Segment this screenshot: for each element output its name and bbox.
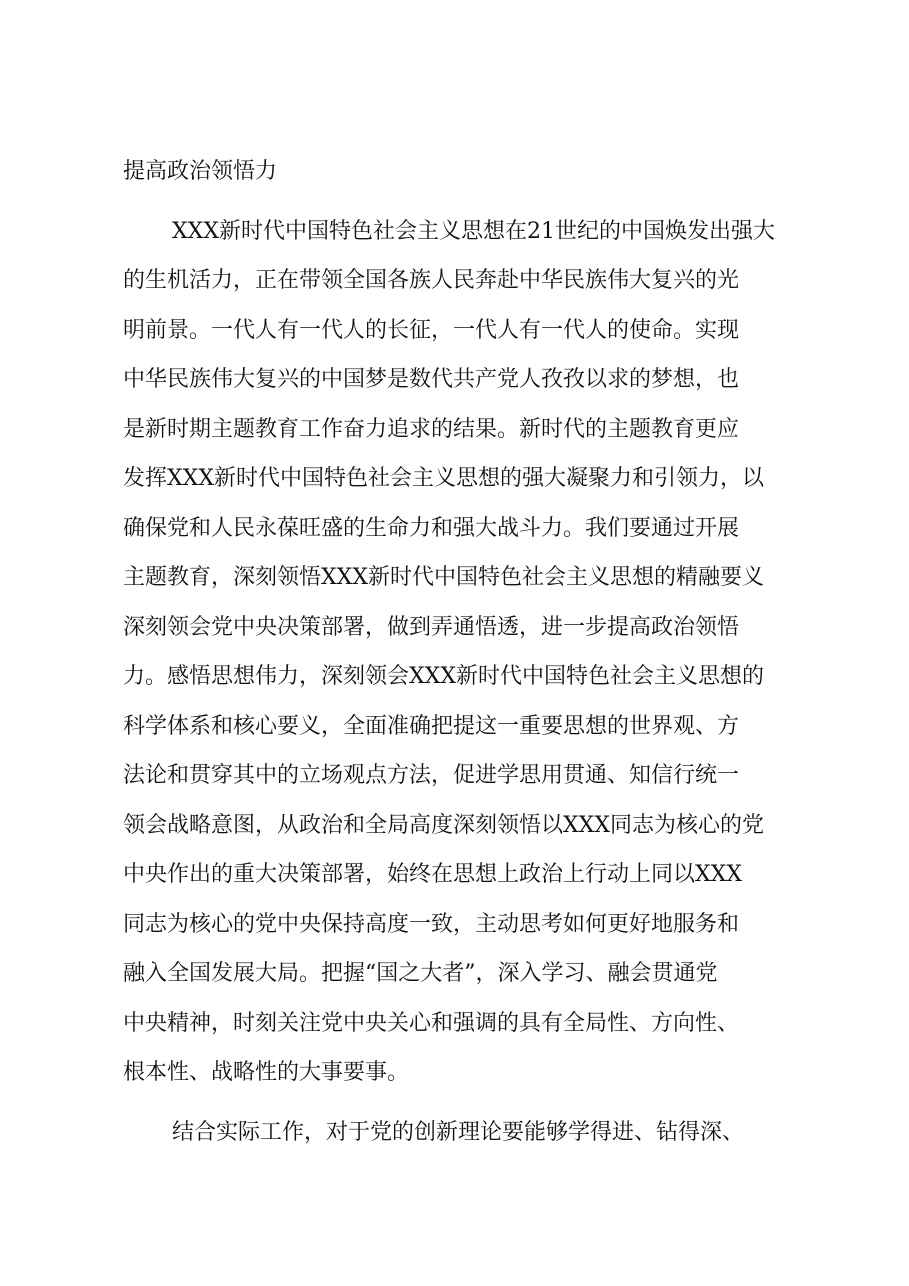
paragraph-line: 融入全国发展大局。把握“国之大者”，深入学习、融会贯通党 bbox=[123, 961, 718, 986]
paragraph-line: 科学体系和核心要义，全面准确把提这一重要思想的世界观、方 bbox=[123, 714, 740, 739]
paragraph-line: 主题教育，深刻领悟XXX新时代中国特色社会主义思想的精融要义 bbox=[123, 565, 764, 590]
paragraph-line: 领会战略意图，从政治和全局高度深刻领悟以XXX同志为核心的党 bbox=[123, 813, 764, 838]
paragraph-line: 法论和贯穿其中的立场观点方法，促进学思用贯通、知信行统一 bbox=[123, 763, 740, 788]
paragraph-line: 确保党和人民永葆旺盛的生命力和强大战斗力。我们要通过开展 bbox=[123, 516, 740, 541]
paragraph-line: 中华民族伟大复兴的中国梦是数代共产党人孜孜以求的梦想，也 bbox=[123, 367, 740, 392]
section-heading: 提高政治领悟力 bbox=[123, 159, 278, 184]
paragraph-line: 结合实际工作，对于党的创新理论要能够学得进、钻得深、 bbox=[172, 1120, 745, 1145]
paragraph-line: 中央作出的重大决策部署，始终在思想上政治上行动上同以XXX bbox=[123, 862, 742, 887]
paragraph-line: 是新时期主题教育工作奋力追求的结果。新时代的主题教育更应 bbox=[123, 417, 740, 442]
paragraph-line: 力。感悟思想伟力，深刻领会XXX新时代中国特色社会主义思想的 bbox=[123, 664, 764, 689]
paragraph-line: 发挥XXX新时代中国特色社会主义思想的强大凝聚力和引领力，以 bbox=[123, 466, 764, 491]
paragraph-line: 根本性、战略性的大事要事。 bbox=[123, 1060, 410, 1085]
paragraph-line: 中央精神，时刻关注党中央关心和强调的具有全局性、方向性、 bbox=[123, 1011, 740, 1036]
paragraph-line: 的生机活力，正在带领全国各族人民奔赴中华民族伟大复兴的光 bbox=[123, 268, 740, 293]
paragraph-line: 深刻领会党中央决策部署，做到弄通悟透，进一步提高政治领悟 bbox=[123, 615, 740, 640]
paragraph-line: XXX新时代中国特色社会主义思想在21世纪的中国焕发出强大 bbox=[172, 219, 775, 244]
paragraph-line: 明前景。一代人有一代人的长征，一代人有一代人的使命。实现 bbox=[123, 318, 740, 343]
paragraph-line: 同志为核心的党中央保持高度一致，主动思考如何更好地服务和 bbox=[123, 912, 740, 937]
